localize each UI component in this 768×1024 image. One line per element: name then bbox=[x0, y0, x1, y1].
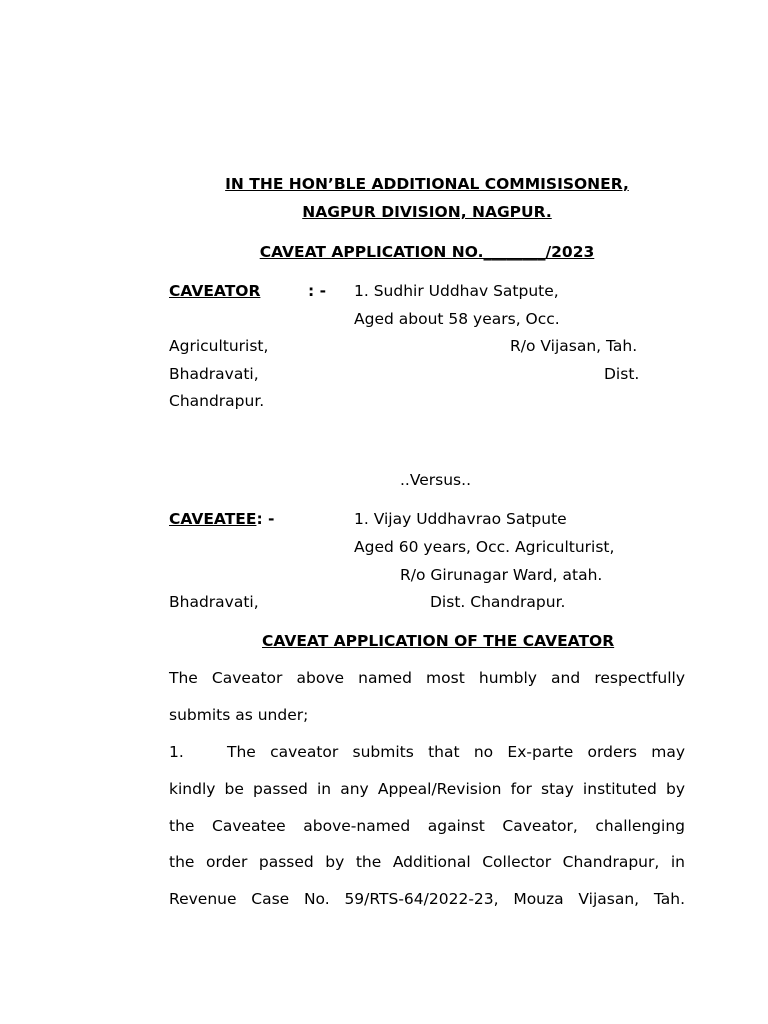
para1-line2: kindly be passed in any Appeal/Revision for stay instituted by bbox=[169, 780, 685, 798]
caveator-separator: : - bbox=[308, 282, 327, 300]
caveatee-label-row bbox=[169, 509, 274, 529]
caveator-label: CAVEATOR bbox=[169, 282, 261, 300]
para1-line5: Revenue Case No. 59/RTS-64/2022-23, Mouza Vijasan, Tah. bbox=[169, 890, 685, 908]
caveator-residence: R/o Vijasan, Tah. bbox=[510, 337, 638, 355]
versus-text: ..Versus.. bbox=[400, 471, 471, 489]
para1-line4: the order passed by the Additional Collector Chandrapur, in bbox=[169, 853, 685, 871]
court-title-line2: NAGPUR DIVISION, NAGPUR. bbox=[302, 203, 552, 221]
caveatee-name: 1. Vijay Uddhavrao Satpute bbox=[354, 510, 567, 528]
intro-line1: The Caveator above named most humbly and respectfully bbox=[169, 669, 685, 687]
caveatee-label: CAVEATEE bbox=[169, 510, 257, 528]
caveator-dist-label: Dist. bbox=[604, 365, 640, 383]
caveator-age: Aged about 58 years, Occ. bbox=[354, 310, 560, 328]
caveat-application-number: CAVEAT APPLICATION NO.________/2023 bbox=[259, 243, 595, 261]
para1-number: 1. bbox=[169, 743, 184, 761]
caveatee-district: Dist. Chandrapur. bbox=[430, 593, 566, 611]
section-title: CAVEAT APPLICATION OF THE CAVEATOR bbox=[262, 632, 615, 650]
caveator-tehsil: Bhadravati, bbox=[169, 365, 259, 383]
caveatee-tehsil: Bhadravati, bbox=[169, 593, 259, 611]
caveator-occupation: Agriculturist, bbox=[169, 337, 269, 355]
caveatee-separator: : - bbox=[256, 510, 275, 528]
intro-line2: submits as under; bbox=[169, 706, 309, 724]
para1-line3: the Caveatee above-named against Caveator, challenging bbox=[169, 817, 685, 835]
caveator-district: Chandrapur. bbox=[169, 392, 265, 410]
court-title-line1: IN THE HON’BLE ADDITIONAL COMMISISONER, bbox=[225, 175, 629, 193]
caveatee-residence: R/o Girunagar Ward, atah. bbox=[400, 566, 603, 584]
para1-line1-text: The caveator submits that no Ex-parte orders may bbox=[227, 743, 685, 761]
caveator-name: 1. Sudhir Uddhav Satpute, bbox=[354, 282, 559, 300]
caveatee-age: Aged 60 years, Occ. Agriculturist, bbox=[354, 538, 615, 556]
para1-line1 bbox=[169, 742, 685, 762]
